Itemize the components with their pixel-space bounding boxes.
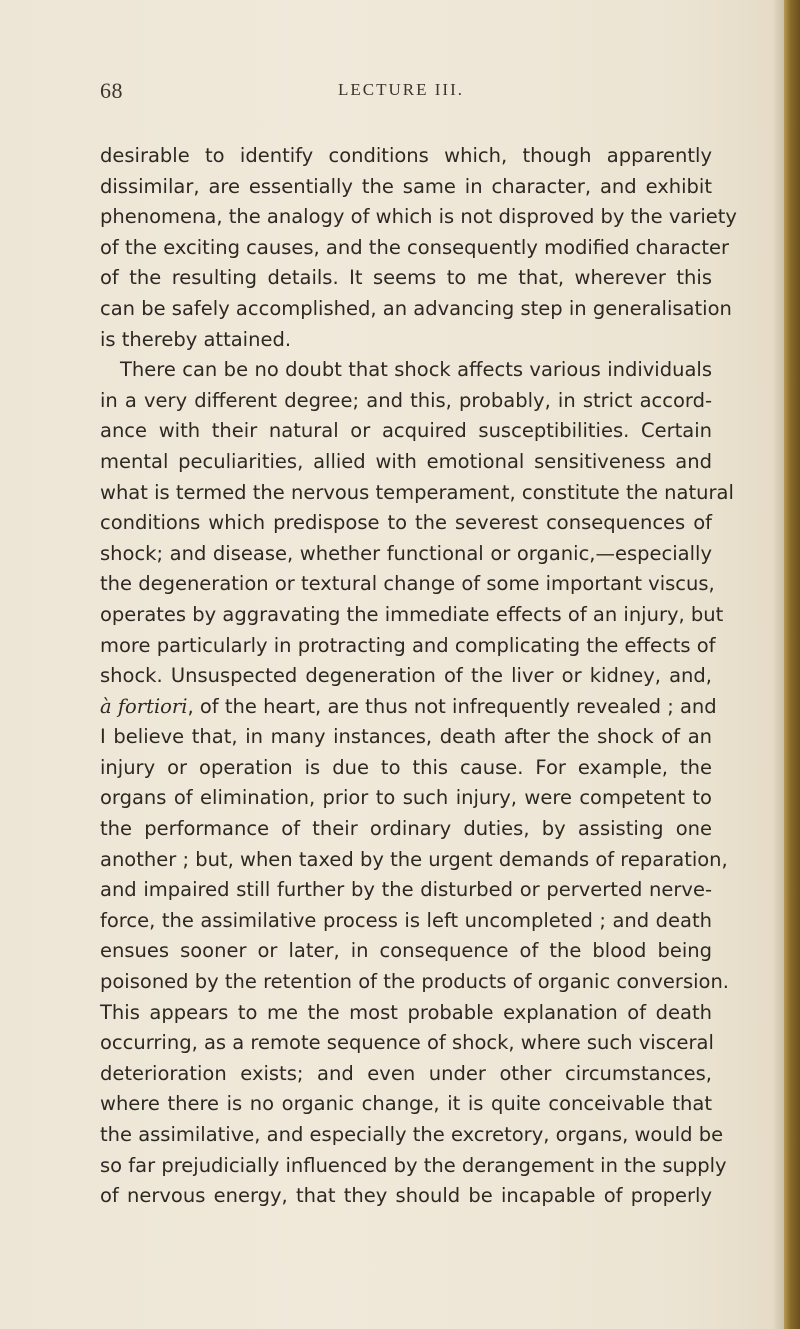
page-number: 68 [100, 78, 123, 103]
text-line: deterioration exists; and even under other circumstances, [100, 1061, 712, 1085]
gutter-shadow [772, 0, 784, 1329]
text-line: desirable to identify conditions which, though apparently [100, 144, 712, 167]
line-rest: , of the heart, are thus not infrequently revealed ; and [187, 694, 717, 718]
text-line: poisoned by the retention of the products of organic conversion. [100, 970, 730, 994]
text-line: in a very different degree; and this, probably, in strict accord- [100, 388, 712, 412]
text-line: what is termed the nervous temperament, constitute the natural [100, 480, 734, 504]
paragraph-first-line: There can be no doubt that shock affects various individuals [120, 358, 712, 382]
text-line: ensues sooner or later, in consequence of the blood being [100, 939, 712, 963]
text-line: of the resulting details. It seems to me that, wherever this [100, 266, 712, 290]
text-line: ance with their natural or acquired susceptibilities. Certain [100, 419, 712, 443]
text-line: I believe that, in many instances, death after the shock of an [100, 725, 712, 749]
text-line: shock; and disease, whether functional or organic,—especially [100, 541, 712, 565]
text-line: force, the assimilative process is left uncompleted ; and death [100, 908, 712, 932]
text-line: occurring, as a remote sequence of shock, where such visceral [100, 1031, 714, 1055]
text-line: another ; but, when taxed by the urgent demands of reparation, [100, 847, 728, 871]
text-line: the assimilative, and especially the excretory, organs, would be [100, 1123, 724, 1146]
book-spine-edge [784, 0, 800, 1329]
text-line: dissimilar, are essentially the same in character, and exhibit [100, 174, 712, 198]
text-line: mental peculiarities, allied with emotional sensitiveness and [100, 449, 712, 473]
text-line: injury or operation is due to this cause. For example, the [100, 755, 712, 779]
text-line: so far prejudicially influenced by the derangement in the supply [100, 1153, 727, 1177]
text-line: is thereby attained. [100, 327, 292, 351]
text-line: where there is no organic change, it is quite conceivable that [100, 1092, 712, 1116]
text-line-with-italic [100, 692, 717, 723]
text-line: and impaired still further by the disturbed or perverted nerve- [100, 878, 712, 902]
text-line: the degeneration or textural change of some important viscus, [100, 572, 715, 596]
text-line: phenomena, the analogy of which is not disproved by the variety [100, 205, 737, 229]
text-line: conditions which predispose to the severest consequences of [100, 511, 712, 535]
page-header [100, 78, 700, 118]
text-line: of the exciting causes, and the consequently modified character [100, 235, 730, 259]
text-line: operates by aggravating the immediate effects of an injury, but [100, 602, 724, 626]
text-line: can be safely accomplished, an advancing step in generalisation [100, 296, 732, 320]
italic-phrase: à fortiori [100, 694, 188, 718]
text-line: shock. Unsuspected degeneration of the liver or kidney, and, [100, 664, 712, 688]
text-line: more particularly in protracting and complicating the effects of [100, 633, 716, 657]
text-line: organs of elimination, prior to such injury, were competent to [100, 786, 712, 810]
text-line: This appears to me the most probable explanation of death [100, 1000, 712, 1024]
text-line: of nervous energy, that they should be incapable of properly [100, 1184, 712, 1208]
body-text [100, 141, 737, 1212]
running-head: LECTURE III. [338, 80, 464, 99]
text-line: the performance of their ordinary duties, by assisting one [100, 817, 712, 841]
